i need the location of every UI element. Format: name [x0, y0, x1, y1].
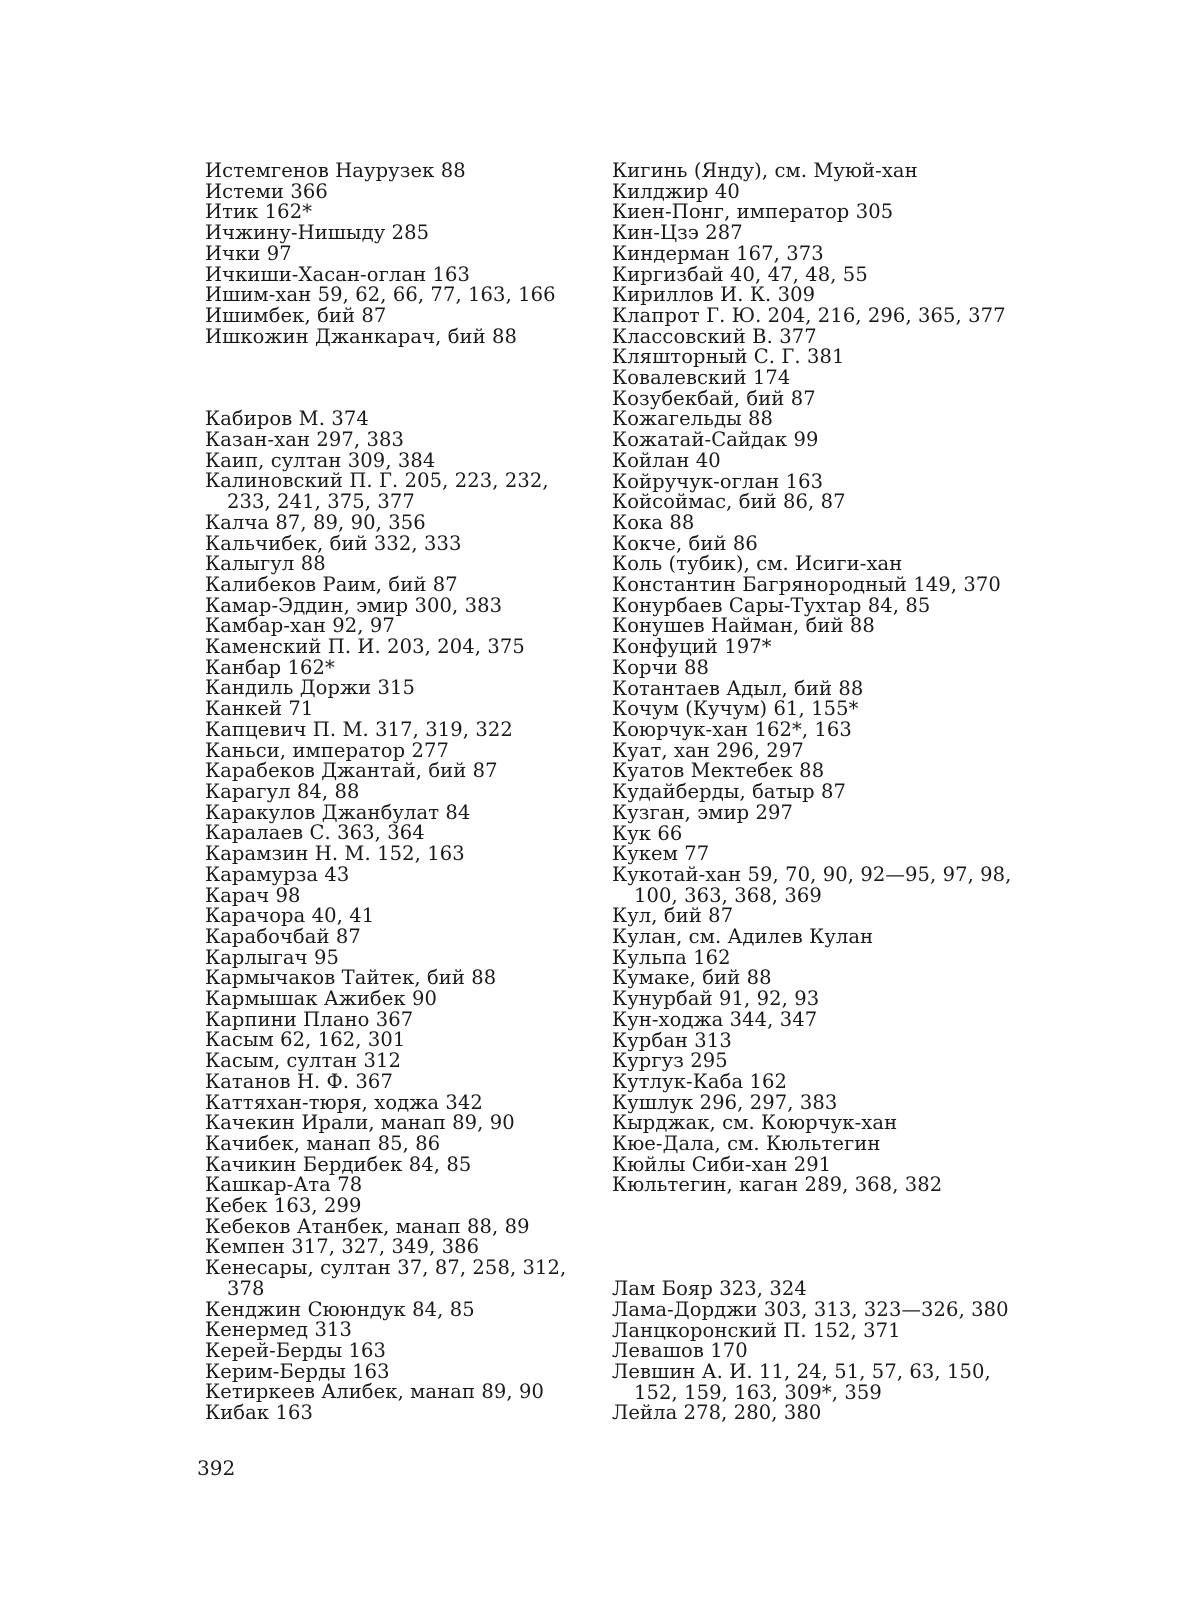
index-entry: Кемпен 317, 327, 349, 386 [205, 1235, 480, 1259]
index-entry: Кожагельды 88 [612, 407, 773, 431]
index-entry: Кульпа 162 [612, 945, 731, 969]
index-entry: Каракулов Джанбулат 84 [205, 800, 471, 824]
index-block-l-entries [612, 1279, 1012, 1424]
index-entry: Лама-Дорджи 303, 313, 323—326, 380 [612, 1297, 1009, 1321]
index-entry: Кушлук 296, 297, 383 [612, 1090, 838, 1114]
index-entry: Кук 66 [612, 821, 683, 845]
index-block-k-entries-continued [612, 161, 1012, 1196]
index-entry: Кебеков Атанбек, манап 88, 89 [205, 1214, 530, 1238]
index-entry: Катанов Н. Ф. 367 [205, 1069, 393, 1093]
index-entry: Кебек 163, 299 [205, 1194, 362, 1218]
index-entry: Кырджак, см. Коюрчук-хан [612, 1111, 898, 1135]
index-entry: Каньси, император 277 [205, 738, 449, 762]
index-entry: Кумаке, бий 88 [612, 966, 772, 990]
index-entry: Кургуз 295 [612, 1049, 728, 1073]
letter-gap [612, 1196, 1012, 1279]
index-entry: Кузган, эмир 297 [612, 800, 794, 824]
letter-gap [205, 347, 595, 409]
index-entry: Корчи 88 [612, 655, 710, 679]
index-entry: Касым, султан 312 [205, 1049, 402, 1073]
index-entry: Константин Багрянородный 149, 370 [612, 573, 1001, 597]
index-entry: Истеми 366 [205, 179, 328, 203]
index-entry: Кириллов И. К. 309 [612, 283, 816, 307]
index-entry: Калибеков Раим, бий 87 [205, 572, 458, 596]
index-entry: Кукем 77 [612, 842, 710, 866]
index-entry: Левшин А. И. 11, 24, 51, 57, 63, 150, 152, 159, 163, 309*, 359 [612, 1359, 991, 1404]
index-entry: Котантаев Адыл, бий 88 [612, 676, 864, 700]
index-column-left [205, 161, 595, 1424]
index-entry: Койсоймас, бий 86, 87 [612, 490, 846, 514]
index-entry: Каралаев С. 363, 364 [205, 821, 425, 845]
index-entry: Каттяхан-тюря, ходжа 342 [205, 1090, 483, 1114]
index-entry: Кун-ходжа 344, 347 [612, 1007, 818, 1031]
index-entry: Кин-Цзэ 287 [612, 221, 743, 245]
index-entry: Кока 88 [612, 510, 695, 534]
index-entry: Конурбаев Сары-Тухтар 84, 85 [612, 593, 931, 617]
index-entry: Куатов Мектебек 88 [612, 759, 825, 783]
index-entry: Койлан 40 [612, 448, 721, 472]
index-entry: Калча 87, 89, 90, 356 [205, 510, 426, 534]
index-entry: Кармышак Ажибек 90 [205, 987, 438, 1011]
index-entry: Качибек, манап 85, 86 [205, 1131, 441, 1155]
index-entry: Карабеков Джантай, бий 87 [205, 759, 498, 783]
index-entry: Кетиркеев Алибек, манап 89, 90 [205, 1380, 544, 1404]
index-entry: Ичжину-Нишыду 285 [205, 221, 430, 245]
index-entry: Ковалевский 174 [612, 366, 791, 390]
index-entry: Касым 62, 162, 301 [205, 1028, 406, 1052]
index-entry: Конфуций 197* [612, 635, 772, 659]
index-entry: Керей-Берды 163 [205, 1338, 387, 1362]
index-entry: Карагул 84, 88 [205, 779, 360, 803]
index-entry: Конушев Найман, бий 88 [612, 614, 875, 638]
index-entry: Карамурза 43 [205, 862, 350, 886]
index-entry: Карачора 40, 41 [205, 904, 375, 928]
index-entry: Кожатай-Сайдак 99 [612, 428, 819, 452]
index-entry: Левашов 170 [612, 1339, 748, 1363]
index-entry: Киргизбай 40, 47, 48, 55 [612, 262, 868, 286]
index-entry: Истемгенов Наурузек 88 [205, 159, 466, 182]
index-entry: Карпини Плано 367 [205, 1007, 414, 1031]
index-entry: Кочум (Кучум) 61, 155* [612, 697, 859, 721]
index-entry: Каменский П. И. 203, 204, 375 [205, 635, 525, 659]
index-entry: Куат, хан 296, 297 [612, 738, 804, 762]
index-entry: Камбар-хан 92, 97 [205, 614, 395, 638]
index-entry: Кулан, см. Адилев Кулан [612, 925, 874, 949]
index-entry: Итик 162* [205, 200, 313, 224]
index-entry: Киндерман 167, 373 [612, 241, 824, 265]
index-entry: Карабочбай 87 [205, 924, 361, 948]
index-entry: Карамзин Н. М. 152, 163 [205, 842, 465, 866]
index-entry: Казан-хан 297, 383 [205, 428, 405, 452]
index-entry: Койручук-оглан 163 [612, 469, 824, 493]
index-entry: Кюйлы Сиби-хан 291 [612, 1152, 832, 1176]
index-entry: Кенесары, султан 37, 87, 258, 312, 378 [205, 1256, 567, 1300]
index-entry: Ички 97 [205, 241, 292, 265]
index-entry: Ланцкоронский П. 152, 371 [612, 1318, 901, 1342]
index-entry: Лам Бояр 323, 324 [612, 1277, 807, 1301]
index-entry: Качикин Бердибек 84, 85 [205, 1152, 472, 1176]
index-entry: Коль (тубик), см. Исиги-хан [612, 552, 903, 576]
index-entry: Кабиров М. 374 [205, 407, 369, 431]
index-entry: Кашкар-Ата 78 [205, 1173, 363, 1197]
index-entry: Карач 98 [205, 883, 301, 907]
index-entry: Камар-Эддин, эмир 300, 383 [205, 593, 503, 617]
index-entry: Кляшторный С. Г. 381 [612, 345, 845, 369]
index-entry: Кудайберды, батыр 87 [612, 780, 847, 804]
index-entry: Калыгул 88 [205, 552, 326, 576]
index-column-right [612, 161, 1012, 1424]
index-entry: Кюе-Дала, см. Кюльтегин [612, 1132, 881, 1156]
index-entry: Кандиль Доржи 315 [205, 676, 416, 700]
index-entry: Карлыгач 95 [205, 945, 339, 969]
index-entry: Кенермед 313 [205, 1318, 352, 1342]
index-entry: Качекин Ирали, манап 89, 90 [205, 1111, 515, 1135]
index-entry: Классовский В. 377 [612, 324, 817, 348]
index-entry: Коюрчук-хан 162*, 163 [612, 717, 852, 741]
index-entry: Лейла 278, 280, 380 [612, 1401, 822, 1425]
index-entry: Керим-Берды 163 [205, 1359, 390, 1383]
index-entry: Киен-Понг, император 305 [612, 200, 894, 224]
index-entry: Кукотай-хан 59, 70, 90, 92—95, 97, 98, 100, 363, 368, 369 [612, 862, 1012, 907]
index-entry: Козубекбай, бий 87 [612, 386, 816, 410]
index-entry: Канкей 71 [205, 697, 314, 721]
index-entry: Кальчибек, бий 332, 333 [205, 531, 462, 555]
index-entry: Кокче, бий 86 [612, 531, 758, 555]
index-entry: Кунурбай 91, 92, 93 [612, 987, 820, 1011]
index-entry: Курбан 313 [612, 1028, 732, 1052]
index-entry: Капцевич П. М. 317, 319, 322 [205, 717, 513, 741]
index-entry: Кутлук-Каба 162 [612, 1069, 787, 1093]
index-entry: Кигинь (Янду), см. Муюй-хан [612, 159, 918, 182]
index-entry: Калиновский П. Г. 205, 223, 232, 233, 241, 375, 377 [205, 469, 549, 514]
index-entry: Канбар 162* [205, 655, 335, 679]
index-entry: Каип, султан 309, 384 [205, 448, 436, 472]
index-entry: Кенджин Сююндук 84, 85 [205, 1297, 475, 1321]
index-entry: Кул, бий 87 [612, 904, 734, 928]
index-entry: Килджир 40 [612, 179, 740, 203]
index-entry: Ишкожин Джанкарач, бий 88 [205, 324, 518, 348]
index-entry: Ишим-хан 59, 62, 66, 77, 163, 166 [205, 283, 556, 307]
index-entry: Клапрот Г. Ю. 204, 216, 296, 365, 377 [612, 303, 1006, 327]
page-number: 392 [197, 1456, 236, 1480]
index-entry: Ичкиши-Хасан-оглан 163 [205, 262, 471, 286]
index-entry: Кюльтегин, каган 289, 368, 382 [612, 1173, 943, 1197]
index-block-k-entries [205, 409, 595, 1423]
index-entry: Кармычаков Тайтек, бий 88 [205, 966, 497, 990]
index-entry: Ишимбек, бий 87 [205, 303, 387, 327]
index-entry: Кибак 163 [205, 1401, 313, 1425]
index-block-i-entries [205, 161, 595, 347]
